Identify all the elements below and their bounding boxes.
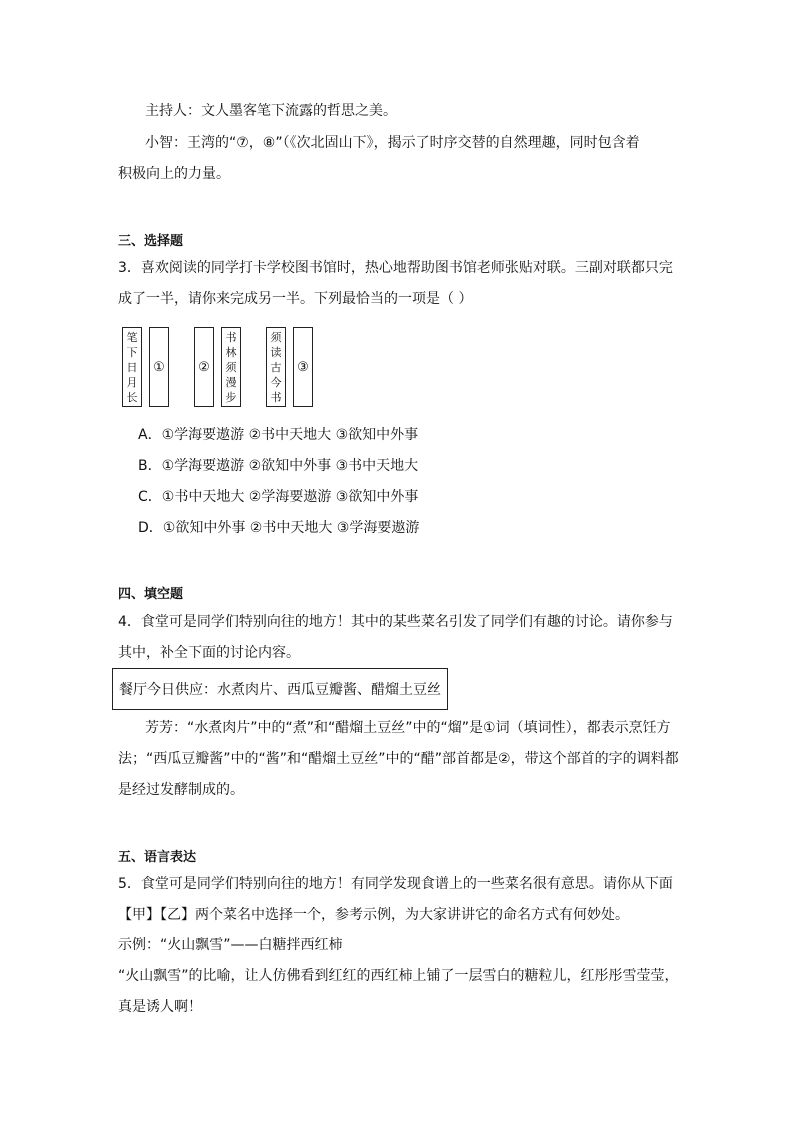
couplet-char: 书 <box>270 390 282 404</box>
xiaozhi-line-1: 小智：王湾的“⑦，⑧”（《次北固山下》，揭示了时序交替的自然理趣，同时包含着 <box>145 135 640 151</box>
couplet-scroll-5 <box>266 327 286 407</box>
question-3-line-1: 3．喜欢阅读的同学打卡学校图书馆时，热心地帮助图书馆老师张贴对联。三副对联都只完 <box>118 260 673 276</box>
fangfang-line-2: 法；“西瓜豆瓣酱”中的“酱”和“醋熘土豆丝”中的“醋”部首都是②，带这个部首的字的调料都 <box>118 751 679 767</box>
couplet-scroll-2 <box>149 327 169 407</box>
fangfang-line-1: 芳芳：“水煮肉片”中的“煮”和“醋熘土豆丝”中的“熘”是①词（填词性），都表示烹饪方 <box>145 720 671 736</box>
couplet-char: 须 <box>270 330 282 344</box>
question-5-line-1: 5．食堂可是同学们特别向往的地方！有同学发现食谱上的一些菜名很有意思。请你从下面 <box>118 876 673 892</box>
host-line: 主持人：文人墨客笔下流露的哲思之美。 <box>145 103 397 119</box>
couplet-char: 笔 <box>126 330 138 344</box>
option-c: C．①书中天地大 ②学海要遨游 ③欲知中外事 <box>138 489 419 505</box>
blank-marker: ③ <box>297 359 309 375</box>
couplet-char: 读 <box>270 345 282 359</box>
section-3-heading: 三、选择题 <box>118 234 184 249</box>
couplet-scroll-6 <box>293 327 313 407</box>
option-b: B．①学海要遨游 ②欲知中外事 ③书中天地大 <box>138 458 419 474</box>
menu-text: 餐厅今日供应：水煮肉片、西瓜豆瓣酱、醋熘土豆丝 <box>119 682 441 698</box>
question-4-line-1: 4．食堂可是同学们特别向往的地方！其中的某些菜名引发了同学们有趣的讨论。请你参与 <box>118 614 673 630</box>
example-line: 示例：“火山飘雪”——白糖拌西红柿 <box>118 937 343 953</box>
menu-box <box>112 668 448 710</box>
xiaozhi-line-2: 积极向上的力量。 <box>118 166 230 182</box>
couplet-char: 须 <box>225 360 237 374</box>
couplet-char: 日 <box>126 360 138 374</box>
fangfang-line-3: 是经过发酵制成的。 <box>118 782 244 798</box>
section-4-heading: 四、填空题 <box>118 587 184 602</box>
couplet-scroll-1 <box>122 327 142 407</box>
couplet-char: 下 <box>126 345 138 359</box>
couplet-char: 长 <box>126 390 138 404</box>
explain-line-2: 真是诱人啊！ <box>118 999 202 1015</box>
question-5-line-2: 【甲】【乙】两个菜名中选择一个，参考示例，为大家讲讲它的命名方式有何妙处。 <box>118 907 629 923</box>
option-a: A．①学海要遨游 ②书中天地大 ③欲知中外事 <box>138 427 419 443</box>
couplet-char: 书 <box>225 330 237 344</box>
question-4-line-2: 其中，补全下面的讨论内容。 <box>118 645 300 661</box>
section-5-heading: 五、语言表达 <box>118 850 197 865</box>
option-d: D．①欲知中外事 ②书中天地大 ③学海要遨游 <box>138 520 420 536</box>
blank-marker: ② <box>198 359 210 375</box>
couplet-char: 林 <box>225 345 237 359</box>
question-3-line-2: 成了一半，请你来完成另一半。下列最恰当的一项是（ ） <box>118 291 473 307</box>
couplet-char: 今 <box>270 375 282 389</box>
couplet-char: 月 <box>126 375 138 389</box>
couplet-scroll-3 <box>194 327 214 407</box>
couplet-char: 步 <box>225 390 237 404</box>
couplet-scroll-4 <box>221 327 241 407</box>
couplet-char: 漫 <box>225 375 237 389</box>
couplet-char: 古 <box>270 360 282 374</box>
blank-marker: ① <box>153 359 165 375</box>
explain-line-1: “火山飘雪”的比喻，让人仿佛看到红红的西红柿上铺了一层雪白的糖粒儿，红彤彤雪莹莹， <box>118 968 679 984</box>
